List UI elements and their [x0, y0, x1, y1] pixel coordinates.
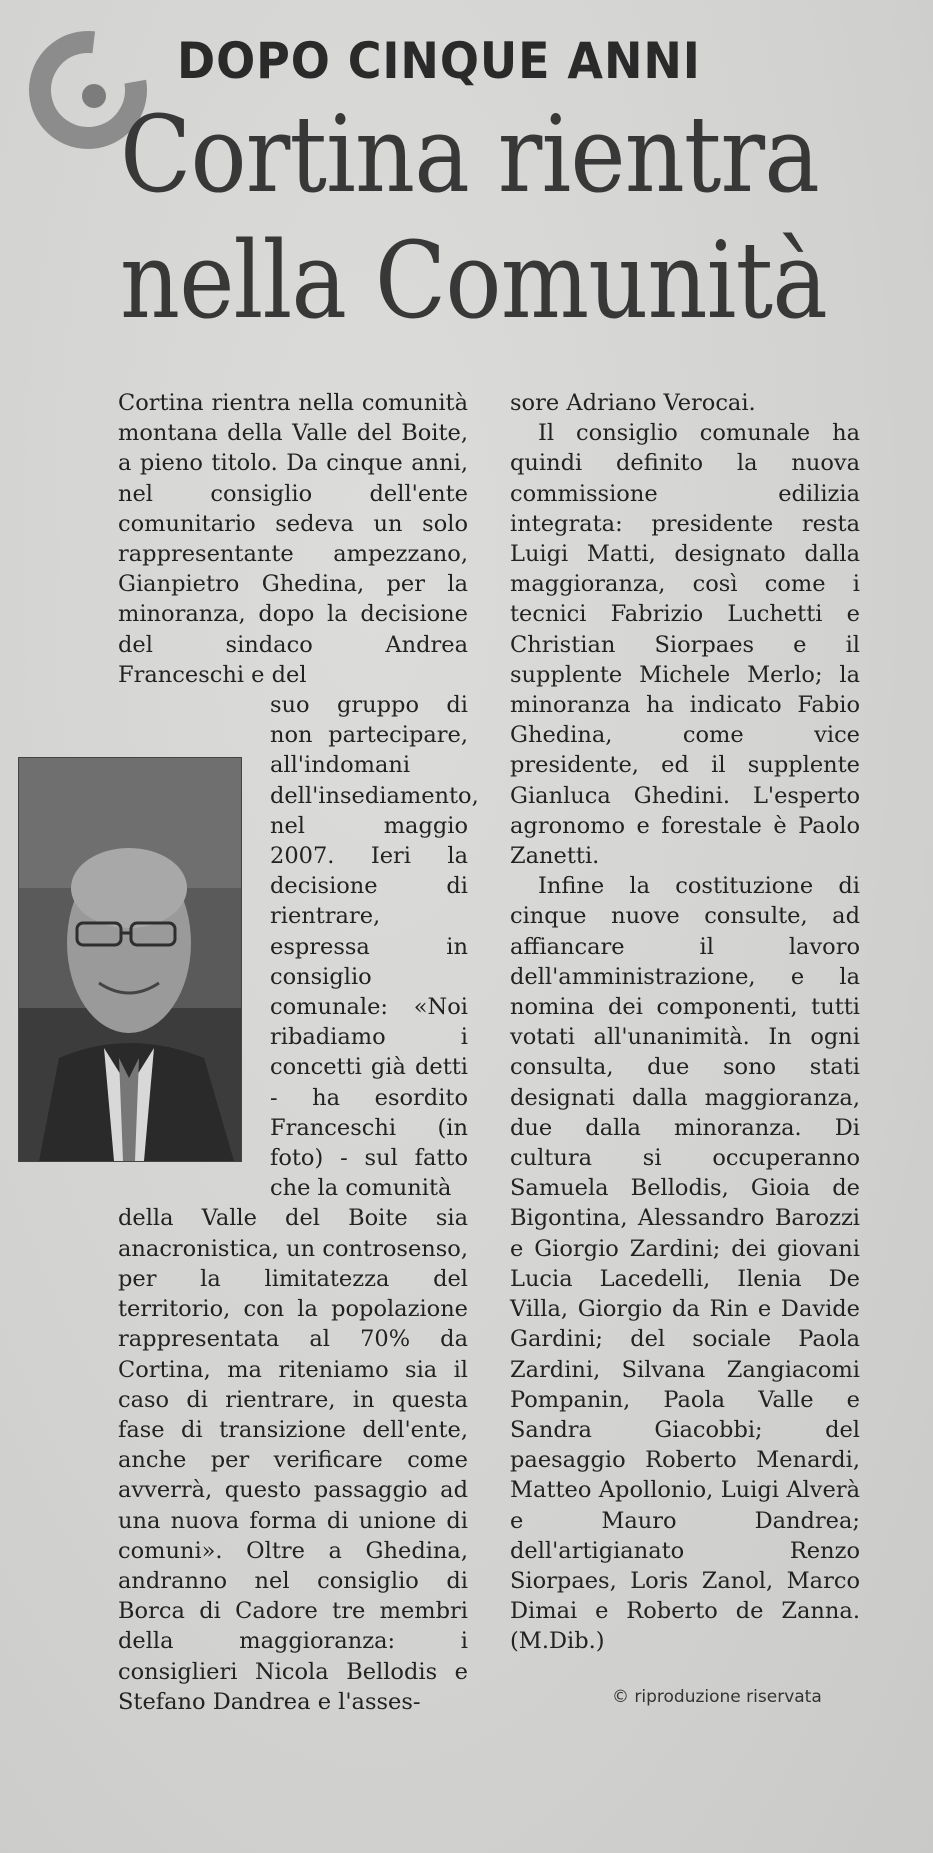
right-continuation: sore Adriano Verocai.: [510, 390, 756, 416]
kicker: DOPO CINQUE ANNI: [177, 32, 701, 90]
right-paragraph-consulte: Infine la costituzione di cinque nuove consulte, ad affiancare il lavoro dell'amministrazione, e la nomina dei componenti, tutti votati all'unanimità. In ogni consulta, due sono stati designati dalla maggioranza, due dalla minoranza. Di cultura si occuperanno Samuela Bellodis, Gioia de Bigontina, Alessandro Barozzi e Giorgio Zardini; dei giovani Lucia Lacedelli, Ilenia De Villa, Giorgio da Rin e Davide Gardini; del sociale Paola Zardini, Silvana Zangiacomi Pompanin, Paola Valle e Sandra Giacobbi; del paesaggio Roberto Menardi, Matteo Apollonio, Luigi Alverà e Mauro Dandrea; dell'artigianato Renzo Siorpaes, Loris Zanol, Marco Dimai e Roberto de Zanna. (M.Dib.): [510, 873, 860, 1655]
right-paragraph-commission: Il consiglio comunale ha quindi definito la nuova commissione edilizia integrata: presidente resta Luigi Matti, designato dalla maggioranza, così come i tecnici Fabrizio Luchetti e Christian Siorpaes e il supplente Michele Merlo; la minoranza ha indicato Fabio Ghedina, come vice presidente, ed il supplente Gianluca Ghedini. L'esperto agronomo e forestale è Paolo Zanetti.: [510, 420, 860, 870]
copyright-notice: © riproduzione riservata: [612, 1687, 822, 1707]
right-column: [510, 388, 860, 1657]
headline: [120, 92, 827, 344]
left-paragraph-top: Cortina rientra nella comunità montana della Valle del Boite, a pieno titolo. Da cinque anni, nel consiglio dell'ente comunitario sedeva un solo rappresentante ampezzano, Gianpietro Ghedina, per la minoranza, dopo la decisione del sindaco Andrea Franceschi e del: [118, 390, 468, 688]
portrait-photo: [18, 757, 242, 1162]
headline-line-1: Cortina rientra: [120, 93, 819, 216]
headline-line-2: nella Comunità: [120, 219, 827, 342]
left-paragraph-wrap: suo gruppo di non partecipare, all'indomani dell'insediamento, nel maggio 2007. Ieri la decisione di rientrare, espressa in consiglio comunale: «Noi ribadiamo i concetti già detti - ha esordito Franceschi (in foto) - sul fatto che la comunità: [270, 692, 479, 1202]
left-paragraph-bottom: della Valle del Boite sia anacronistica, un controsenso, per la limitatezza del territorio, con la popolazione rappresentata al 70% da Cortina, ma riteniamo sia il caso di rientrare, in questa fase di transizione dell'ente, anche per verificare come avverrà, questo passaggio ad una nuova forma di unione di comuni». Oltre a Ghedina, andranno nel consiglio di Borca di Cadore tre membri della maggioranza: i consiglieri Nicola Bellodis e Stefano Dandrea e l'asses-: [118, 1205, 468, 1715]
